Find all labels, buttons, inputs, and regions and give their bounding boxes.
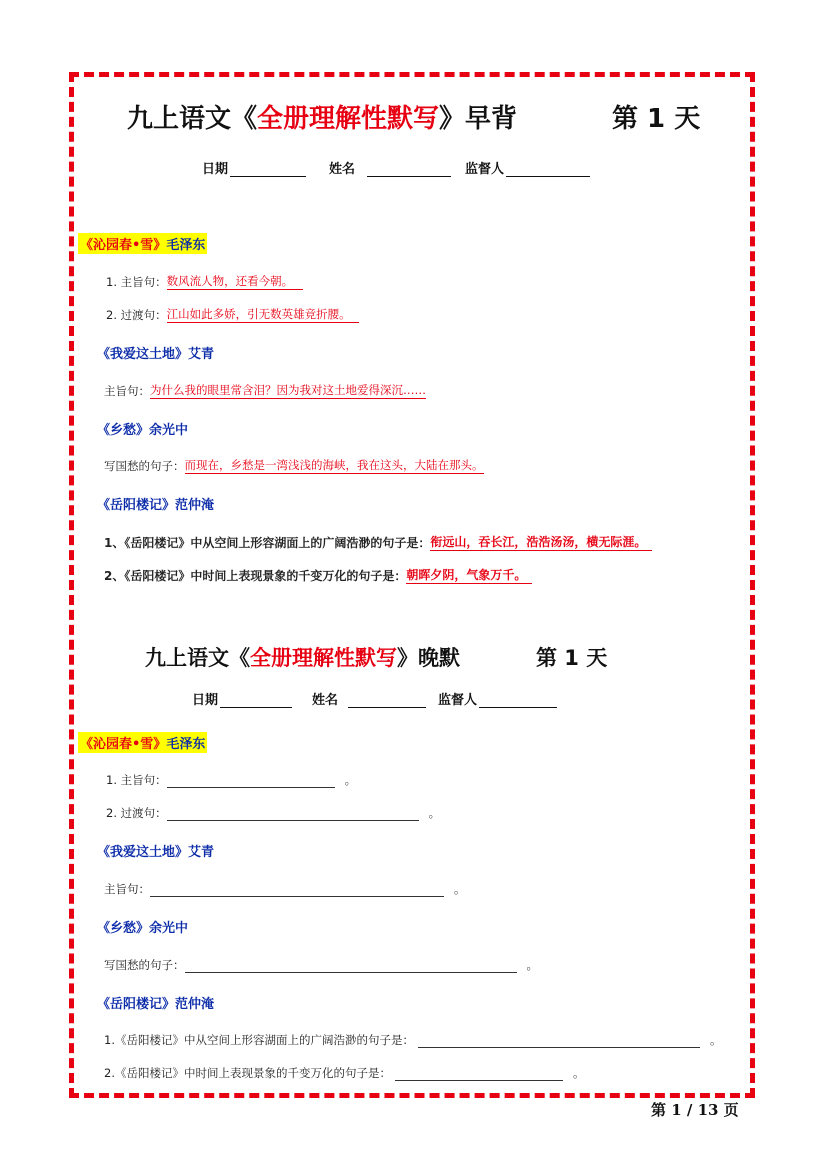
morning-info-row (202, 158, 590, 177)
list-item: 2、《岳阳楼记》中时间上表现景象的千变万化的句子是： 朝晖夕阴，气象万千。 (104, 566, 532, 584)
list-item: 主旨句： 为什么我的眼里常含泪？因为我对这土地爱得深沉…… (104, 383, 426, 398)
date-blank[interactable] (230, 163, 306, 177)
supervisor-blank[interactable] (479, 694, 557, 708)
answer-blank[interactable] (167, 776, 335, 788)
name-blank[interactable] (367, 163, 451, 177)
evening-title: 九上语文《全册理解性默写》晚默 (145, 646, 460, 670)
morning-day: 第 1 天 (612, 104, 701, 134)
date-label: 日期 (192, 693, 219, 708)
supervisor-label: 监督人 (438, 693, 478, 708)
poem-title-woaizhetudi: 《我爱这土地》艾青 (97, 845, 215, 860)
supervisor-label: 监督人 (465, 162, 505, 177)
list-item: 主旨句： 。 (104, 882, 466, 896)
name-label: 姓名 (312, 693, 339, 708)
answer-blank[interactable] (418, 1036, 700, 1048)
answer-blank[interactable] (150, 885, 444, 897)
list-item: 1.《岳阳楼记》中从空间上形容湖面上的广阔浩渺的句子是： 。 (104, 1033, 722, 1047)
list-item: 2. 过渡句： 江山如此多娇，引无数英雄竞折腰。 (106, 306, 359, 323)
name-blank[interactable] (348, 694, 426, 708)
evening-info-row (192, 689, 557, 708)
date-label: 日期 (202, 162, 229, 177)
morning-title: 九上语文《全册理解性默写》早背 (127, 104, 518, 134)
poem-title-qinyuanchun: 《沁园春•雪》毛泽东 (78, 732, 207, 753)
page-number: 第 1 / 13 页 (651, 1101, 739, 1119)
poem-title-yueyanglouji: 《岳阳楼记》范仲淹 (97, 498, 215, 513)
name-label: 姓名 (329, 162, 356, 177)
answer-blank[interactable] (167, 809, 419, 821)
poem-title-qinyuanchun: 《沁园春•雪》毛泽东 (78, 233, 207, 254)
list-item: 写国愁的句子： 。 (104, 958, 538, 972)
list-item: 1、《岳阳楼记》中从空间上形容湖面上的广阔浩渺的句子是： 衔远山，吞长江，浩浩汤汤，横无际涯。 (104, 533, 652, 551)
evening-day: 第 1 天 (536, 646, 608, 670)
supervisor-blank[interactable] (506, 163, 590, 177)
list-item: 2. 过渡句： 。 (106, 806, 441, 820)
list-item: 1. 主旨句： 。 (106, 773, 357, 787)
list-item: 1. 主旨句： 数风流人物，还看今朝。 (106, 273, 303, 290)
poem-title-woaizhetudi: 《我爱这土地》艾青 (97, 347, 215, 362)
list-item: 2.《岳阳楼记》中时间上表现景象的千变万化的句子是： 。 (104, 1066, 585, 1080)
poem-title-xiangchou: 《乡愁》余光中 (97, 423, 189, 438)
poem-title-yueyanglouji: 《岳阳楼记》范仲淹 (97, 997, 215, 1012)
list-item: 写国愁的句子： 而现在，乡愁是一湾浅浅的海峡，我在这头，大陆在那头。 (104, 458, 484, 473)
poem-title-xiangchou: 《乡愁》余光中 (97, 921, 189, 936)
answer-blank[interactable] (395, 1069, 563, 1081)
answer-blank[interactable] (185, 961, 517, 973)
date-blank[interactable] (220, 694, 292, 708)
dashed-border-frame (69, 72, 755, 1098)
